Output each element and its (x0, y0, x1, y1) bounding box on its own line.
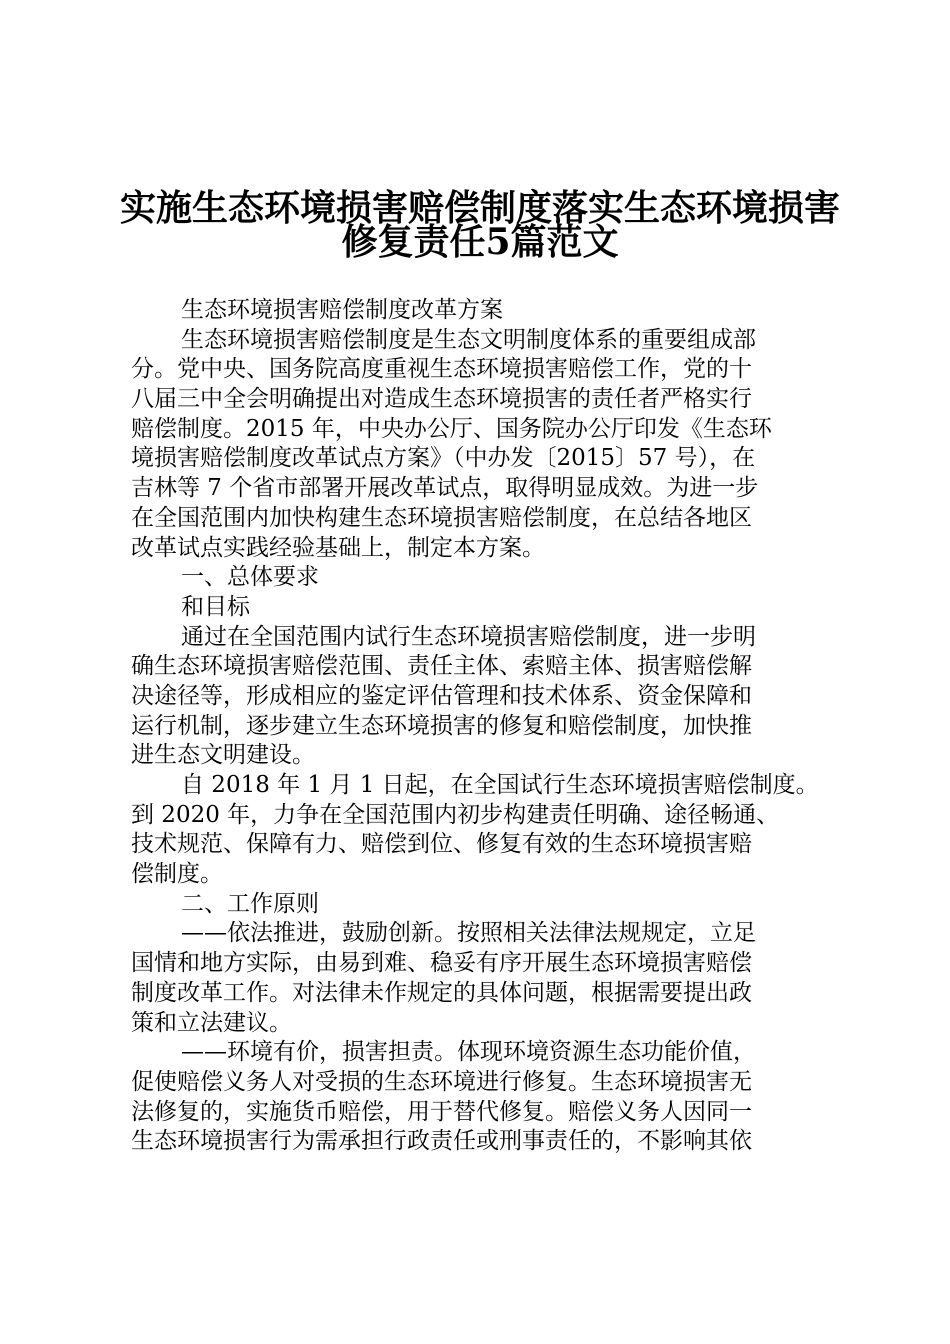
document-title-line-2: 修复责任5篇范文 (341, 221, 619, 263)
body-line: 分。党中央、国务院高度重视生态环境损害赔偿工作，党的十 (131, 356, 752, 383)
body-line: 偿制度。 (131, 861, 223, 888)
body-line: 生态环境损害赔偿制度是生态文明制度体系的重要组成部 (181, 326, 756, 353)
body-line: 制度改革工作。对法律未作规定的具体问题，根据需要提出政 (131, 979, 752, 1006)
body-line: 和目标 (181, 593, 250, 620)
body-line: 八届三中全会明确提出对造成生态环境损害的责任者严格实行 (131, 386, 752, 413)
document-title-line-1: 实施生态环境损害赔偿制度落实生态环境损害 (119, 187, 840, 229)
body-line: 改革试点实践经验基础上，制定本方案。 (131, 534, 545, 561)
body-line: 进生态文明建设。 (131, 742, 315, 769)
body-line: 确生态环境损害赔偿范围、责任主体、索赔主体、损害赔偿解 (131, 653, 752, 680)
body-line: 通过在全国范围内试行生态环境损害赔偿制度，进一步明 (181, 623, 756, 650)
body-line: 生态环境损害赔偿制度改革方案 (181, 297, 503, 323)
body-line: 策和立法建议。 (131, 1009, 292, 1036)
body-line: 二、工作原则 (181, 890, 319, 917)
body-line: 技术规范、保障有力、赔偿到位、修复有效的生态环境损害赔 (131, 831, 752, 858)
body-line: 生态环境损害行为需承担行政责任或刑事责任的，不影响其依 (131, 1128, 752, 1155)
body-line: 运行机制，逐步建立生态环境损害的修复和赔偿制度，加快推 (131, 712, 752, 739)
body-line: 自 2018 年 1 月 1 日起，在全国试行生态环境损害赔偿制度。 (181, 772, 819, 798)
body-line: 决途径等，形成相应的鉴定评估管理和技术体系、资金保障和 (131, 682, 752, 709)
body-line: 国情和地方实际，由易到难、稳妥有序开展生态环境损害赔偿 (131, 950, 752, 977)
body-line: ——环境有价，损害担责。体现环境资源生态功能价值， (181, 1039, 756, 1066)
body-line: 赔偿制度。2015 年，中央办公厅、国务院办公厅印发《生态环 (131, 415, 772, 442)
body-line: 吉林等 7 个省市部署开展改革试点，取得明显成效。为进一步 (131, 475, 759, 502)
document-body (131, 296, 831, 1157)
body-line: 法修复的，实施货币赔偿，用于替代修复。赔偿义务人因同一 (131, 1098, 752, 1125)
body-line: 境损害赔偿制度改革试点方案》（中办发〔2015〕57 号），在 (131, 445, 756, 472)
body-line: 一、总体要求 (181, 564, 319, 591)
body-line: 到 2020 年，力争在全国范围内初步构建责任明确、途径畅通、 (131, 801, 780, 828)
body-line: 在全国范围内加快构建生态环境损害赔偿制度，在总结各地区 (131, 504, 752, 531)
body-line: 促使赔偿义务人对受损的生态环境进行修复。生态环境损害无 (131, 1068, 752, 1095)
body-line: ——依法推进，鼓励创新。按照相关法律法规规定，立足 (181, 920, 756, 947)
